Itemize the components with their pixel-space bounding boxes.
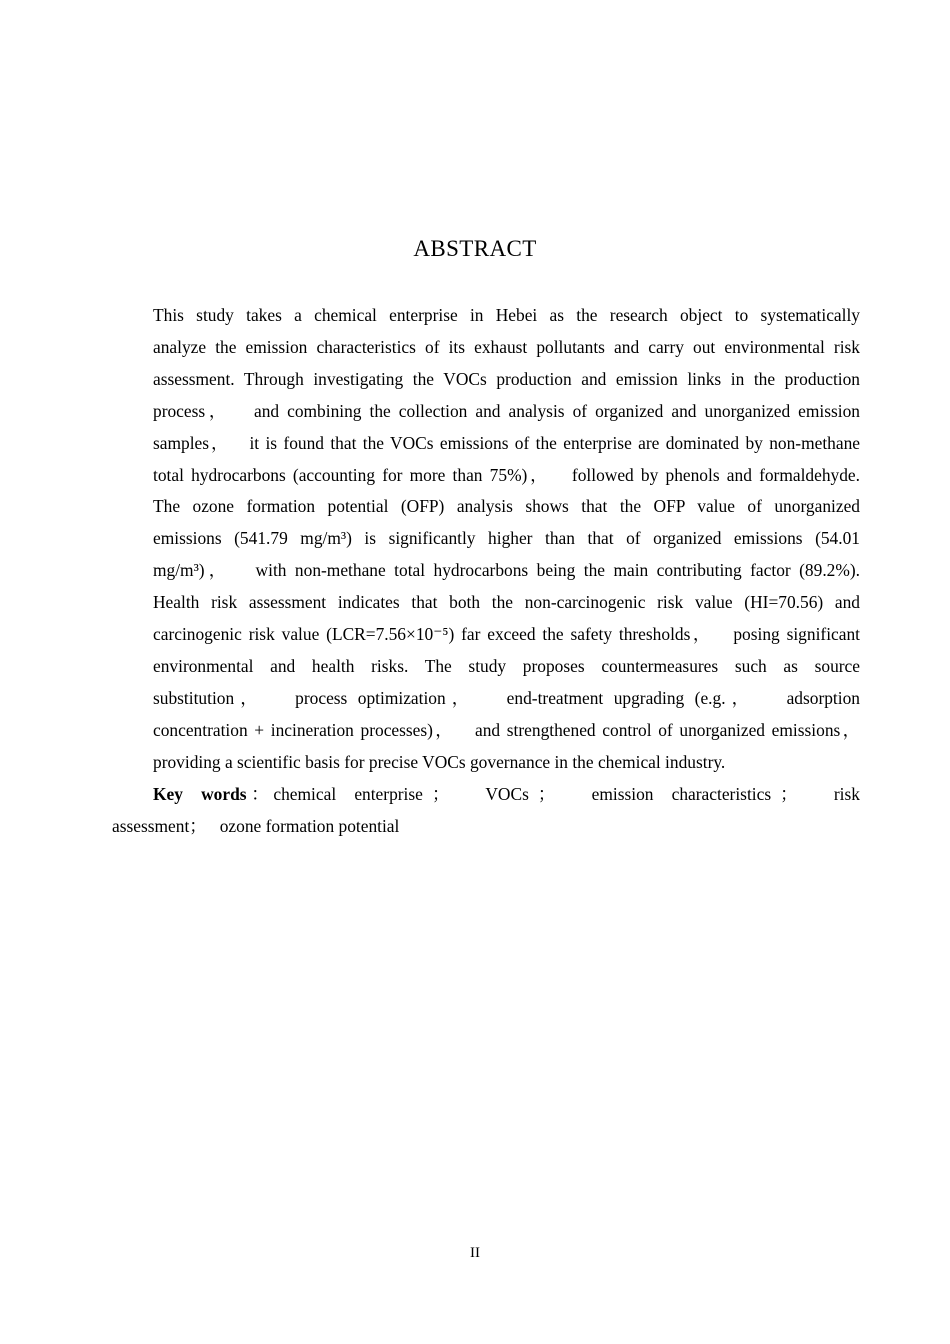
abstract-line: total hydrocarbons (accounting for more than 75%)， followed by phenols and formaldehyde. (153, 464, 860, 485)
abstract-line: carcinogenic risk value (LCR=7.56×10⁻⁵) far exceed the safety thresholds， posing significant (153, 624, 860, 645)
abstract-paragraph (112, 300, 860, 779)
abstract-line: environmental and health risks. The study proposes countermeasures such as source (153, 655, 860, 676)
page-number: II (470, 1245, 480, 1261)
keywords-colon: ： (246, 783, 274, 804)
abstract-line: assessment. Through investigating the VOCs production and emission links in the production (153, 368, 860, 389)
keywords-line-2: assessment； ozone formation potential (112, 815, 400, 836)
abstract-line: concentration + incineration processes)， and strengthened control of unorganized emissions， (153, 719, 860, 740)
abstract-line: substitution， process optimization， end-treatment upgrading (e.g.， adsorption (153, 687, 860, 708)
keywords-paragraph (112, 779, 860, 843)
abstract-line: providing a scientific basis for precise VOCs governance in the chemical industry. (153, 751, 726, 772)
abstract-line: Health risk assessment indicates that both the non-carcinogenic risk value (HI=70.56) and (153, 592, 860, 613)
keywords-line-1 (112, 779, 860, 811)
keywords-line-1-items: chemical enterprise ； VOCs ； emission characteristics ； risk (273, 783, 860, 804)
abstract-line: This study takes a chemical enterprise in Hebei as the research object to systematically (153, 305, 860, 325)
page-title: ABSTRACT (413, 236, 537, 261)
keywords-label: Key words (153, 783, 247, 804)
abstract-line: The ozone formation potential (OFP) analysis shows that the OFP value of unorganized (153, 496, 860, 517)
abstract-line: process， and combining the collection and analysis of organized and unorganized emission (153, 400, 860, 421)
abstract-line: emissions (541.79 mg/m³) is significantly higher than that of organized emissions (54.01 (153, 528, 860, 549)
abstract-line: analyze the emission characteristics of its exhaust pollutants and carry out environmental risk (153, 336, 860, 357)
abstract-body (112, 300, 860, 842)
abstract-line: mg/m³)， with non-methane total hydrocarbons being the main contributing factor (89.2%). (153, 560, 860, 581)
abstract-line: samples， it is found that the VOCs emissions of the enterprise are dominated by non-methane (153, 432, 860, 453)
